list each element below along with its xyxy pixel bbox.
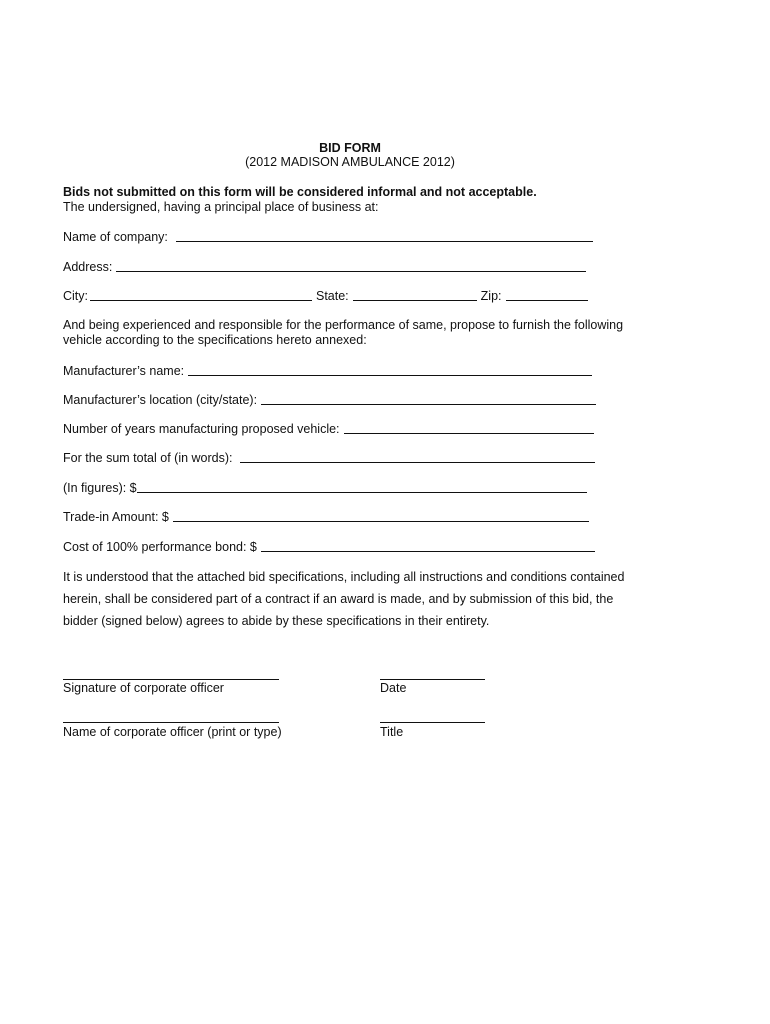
years-manufacturing-field[interactable] xyxy=(344,421,594,434)
date-line[interactable] xyxy=(380,679,485,680)
sum-total-row xyxy=(63,449,595,465)
sum-total-label: For the sum total of (in words): xyxy=(63,451,233,465)
address-row xyxy=(63,258,586,274)
in-figures-row xyxy=(63,479,587,495)
title-line[interactable] xyxy=(380,722,485,723)
years-manufacturing-row xyxy=(63,420,594,436)
company-label: Name of company: xyxy=(63,230,168,244)
address-label: Address: xyxy=(63,260,113,274)
title-label: Title xyxy=(380,725,404,739)
city-state-zip-row xyxy=(63,287,588,303)
state-field[interactable] xyxy=(353,288,477,301)
understanding-paragraph: It is understood that the attached bid specifications, including all instructions and conditions contained herein, shall be considered part of a contract if an award is made, and by submission of this bid, the bidder (signed below) agrees to abide by these specifications in their entirety. xyxy=(63,570,625,628)
performance-bond-field[interactable] xyxy=(261,539,595,552)
years-manufacturing-label: Number of years manufacturing proposed vehicle: xyxy=(63,422,340,436)
performance-bond-label: Cost of 100% performance bond: $ xyxy=(63,540,257,554)
city-field[interactable] xyxy=(90,288,312,301)
performance-bond-row xyxy=(63,538,595,554)
address-field[interactable] xyxy=(116,259,586,272)
signature-label: Signature of corporate officer xyxy=(63,681,224,695)
manufacturer-name-row xyxy=(63,362,592,378)
signature-line[interactable] xyxy=(63,679,279,680)
proposal-paragraph: And being experienced and responsible for the performance of same, propose to furnish the following vehicle according to the specifications hereto annexed: xyxy=(63,318,624,347)
manufacturer-name-field[interactable] xyxy=(188,363,592,376)
trade-in-label: Trade-in Amount: $ xyxy=(63,510,169,524)
form-title: BID FORM xyxy=(319,141,381,155)
manufacturer-location-label: Manufacturer’s location (city/state): xyxy=(63,393,258,407)
in-figures-label: (In figures): $ xyxy=(63,481,137,495)
date-label: Date xyxy=(380,681,407,695)
state-label: State: xyxy=(316,289,349,303)
sum-total-field[interactable] xyxy=(240,450,595,463)
company-field[interactable] xyxy=(176,229,593,242)
officer-name-line[interactable] xyxy=(63,722,279,723)
form-subtitle: (2012 MADISON AMBULANCE 2012) xyxy=(245,155,455,169)
zip-field[interactable] xyxy=(506,288,588,301)
manufacturer-location-row xyxy=(63,391,596,407)
intro-text: The undersigned, having a principal place of business at: xyxy=(63,200,379,214)
zip-label: Zip: xyxy=(480,289,502,303)
manufacturer-location-field[interactable] xyxy=(261,392,596,405)
trade-in-row xyxy=(63,508,589,524)
officer-name-label: Name of corporate officer (print or type) xyxy=(63,725,282,739)
company-row xyxy=(63,228,593,244)
warning-text: Bids not submitted on this form will be considered informal and not acceptable. xyxy=(63,185,537,199)
in-figures-field[interactable] xyxy=(137,480,587,493)
manufacturer-name-label: Manufacturer’s name: xyxy=(63,364,185,378)
city-label: City: xyxy=(63,289,88,303)
trade-in-field[interactable] xyxy=(173,509,589,522)
